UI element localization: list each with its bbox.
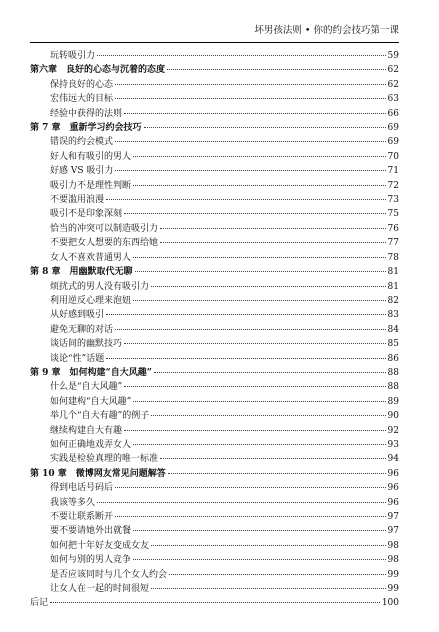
- toc-page-number: 69: [387, 123, 399, 134]
- toc-page-number: 75: [387, 209, 399, 220]
- toc-leader-dots: [124, 430, 386, 431]
- toc-leader-dots: [124, 343, 386, 344]
- toc-page-number: 98: [387, 555, 399, 566]
- toc-page-number: 84: [387, 324, 399, 335]
- toc-page-number: 96: [387, 483, 399, 494]
- toc-leader-dots: [133, 530, 386, 531]
- toc-chapter-row[interactable]: [30, 467, 399, 481]
- toc-section-row[interactable]: [30, 107, 399, 121]
- toc-entry-title: 举几个“自大有趣”的例子: [50, 411, 150, 422]
- toc-section-row[interactable]: [30, 280, 399, 294]
- toc-entry-title: 我该等多久: [50, 497, 96, 508]
- toc-section-row[interactable]: [30, 308, 399, 322]
- toc-page-number: 73: [387, 195, 399, 206]
- toc-section-row[interactable]: [30, 251, 399, 265]
- toc-page-number: 85: [387, 339, 399, 350]
- toc-leader-dots: [154, 372, 386, 373]
- toc-entry-title: 第 9 章 如何构建“自大风趣”: [30, 367, 152, 378]
- toc-section-row[interactable]: [30, 49, 399, 63]
- toc-section-row[interactable]: [30, 539, 399, 553]
- toc-entry-title: 如何与别的男人竞争: [50, 555, 132, 566]
- toc-entry-title: 避免无聊的对话: [50, 324, 114, 335]
- toc-leader-dots: [115, 329, 386, 330]
- toc-leader-dots: [115, 487, 386, 488]
- toc-chapter-row[interactable]: [30, 366, 399, 380]
- toc-leader-dots: [106, 358, 385, 359]
- toc-section-row[interactable]: [30, 179, 399, 193]
- toc-section-row[interactable]: [30, 207, 399, 221]
- toc-leader-dots: [106, 199, 386, 200]
- toc-entry-title: 从好感到吸引: [50, 310, 105, 321]
- toc-entry-title: 如何建构“自大风趣”: [50, 396, 132, 407]
- toc-page-number: 97: [387, 512, 399, 522]
- toc-entry-title: 好人和有吸引的男人: [50, 151, 132, 162]
- toc-leader-dots: [133, 444, 386, 445]
- toc-leader-dots: [115, 170, 385, 171]
- toc-entry-title: 错误的约会模式: [50, 137, 114, 148]
- toc-section-row[interactable]: [30, 193, 399, 207]
- table-of-contents: [30, 49, 399, 611]
- toc-section-row[interactable]: [30, 135, 399, 149]
- toc-section-row[interactable]: [30, 323, 399, 337]
- toc-leader-dots: [168, 473, 386, 474]
- header-title: 坏男孩法则 • 你的约会技巧第一课: [254, 25, 399, 36]
- toc-leader-dots: [124, 386, 385, 387]
- toc-page-number: 93: [387, 439, 399, 450]
- toc-entry-title: 第六章 良好的心态与沉着的态度: [30, 65, 166, 76]
- toc-leader-dots: [133, 401, 385, 402]
- toc-page-number: 97: [387, 526, 399, 537]
- toc-entry-title: 宏伟远大的目标: [50, 94, 114, 105]
- toc-section-row[interactable]: [30, 510, 399, 524]
- toc-section-row[interactable]: [30, 380, 399, 394]
- toc-leader-dots: [133, 300, 386, 301]
- toc-page-number: 62: [387, 65, 399, 76]
- toc-entry-title: 不要滥用浪漫: [50, 195, 105, 206]
- toc-leader-dots: [133, 156, 386, 157]
- toc-entry-title: 好感 VS 吸引力: [50, 166, 114, 177]
- toc-leader-dots: [115, 98, 386, 99]
- toc-leader-dots: [160, 228, 386, 229]
- toc-leader-dots: [151, 588, 386, 589]
- toc-leader-dots: [124, 113, 386, 114]
- toc-entry-title: 继续构建自大有趣: [50, 425, 123, 436]
- toc-leader-dots: [97, 502, 386, 503]
- toc-entry-title: 是否应该同时与几个女人约会: [50, 569, 168, 580]
- toc-section-row[interactable]: [30, 553, 399, 567]
- toc-section-row[interactable]: [30, 150, 399, 164]
- toc-page-number: 70: [387, 151, 399, 162]
- toc-page-number: 59: [387, 51, 399, 61]
- toc-chapter-row[interactable]: [30, 265, 399, 279]
- toc-leader-dots: [115, 84, 386, 85]
- toc-page-number: 99: [387, 569, 399, 580]
- toc-page-number: 88: [387, 367, 399, 378]
- toc-chapter-row[interactable]: [30, 63, 399, 77]
- toc-page-number: 69: [387, 137, 399, 148]
- toc-entry-title: 谈话间的幽默技巧: [50, 339, 123, 350]
- toc-entry-title: 不要让联系断开: [50, 512, 114, 522]
- toc-page-number: 86: [387, 353, 399, 364]
- toc-page-number: 99: [387, 584, 399, 595]
- toc-section-row[interactable]: [30, 395, 399, 409]
- toc-leader-dots: [151, 545, 386, 546]
- toc-entry-title: 第 8 章 用幽默取代无聊: [30, 267, 133, 278]
- toc-section-row[interactable]: [30, 481, 399, 495]
- toc-entry-title: 保持良好的心态: [50, 79, 114, 90]
- toc-page-number: 89: [387, 396, 399, 407]
- toc-leader-dots: [115, 516, 386, 517]
- toc-section-row[interactable]: [30, 409, 399, 423]
- toc-leader-dots: [133, 185, 386, 186]
- toc-leader-dots: [169, 574, 386, 575]
- toc-leader-dots: [133, 257, 386, 258]
- toc-entry-title: 谈论“性”话题: [50, 353, 105, 364]
- toc-entry-title: 烦扰式的男人没有吸引力: [50, 281, 150, 292]
- toc-leader-dots: [144, 127, 386, 128]
- toc-page-number: 76: [387, 223, 399, 234]
- toc-entry-title: 什么是“自大风趣”: [50, 382, 123, 393]
- toc-page-number: 88: [387, 382, 399, 393]
- toc-leader-dots: [160, 458, 386, 459]
- toc-section-row[interactable]: [30, 337, 399, 351]
- toc-page-number: 66: [387, 108, 399, 119]
- toc-section-row[interactable]: [30, 524, 399, 538]
- toc-page-number: 81: [387, 267, 399, 278]
- toc-entry-title: 让女人在一起的时间很短: [50, 584, 150, 595]
- toc-leader-dots: [135, 271, 386, 272]
- toc-page-number: 100: [381, 598, 399, 609]
- toc-section-row[interactable]: [30, 222, 399, 236]
- toc-section-row[interactable]: [30, 424, 399, 438]
- toc-page-number: 98: [387, 540, 399, 551]
- toc-page-number: 81: [387, 281, 399, 292]
- toc-section-row[interactable]: [30, 236, 399, 250]
- toc-page-number: 94: [387, 454, 399, 465]
- toc-leader-dots: [151, 286, 386, 287]
- toc-chapter-row[interactable]: [30, 121, 399, 135]
- toc-entry-title: 第 7 章 重新学习约会技巧: [30, 123, 142, 134]
- toc-page-number: 62: [387, 79, 399, 90]
- toc-entry-title: 利用逆反心理来泡妞: [50, 295, 132, 306]
- toc-page-number: 71: [387, 166, 399, 177]
- toc-leader-dots: [160, 242, 386, 243]
- toc-leader-dots: [167, 69, 386, 70]
- toc-page-number: 96: [387, 497, 399, 508]
- toc-chapter-row[interactable]: [30, 596, 399, 610]
- toc-section-row[interactable]: [30, 438, 399, 452]
- toc-leader-dots: [97, 55, 386, 56]
- page-header: [30, 24, 399, 43]
- toc-entry-title: 玩转吸引力: [50, 51, 96, 61]
- toc-leader-dots: [115, 141, 386, 142]
- toc-entry-title: 女人不喜欢普通男人: [50, 252, 132, 263]
- toc-entry-title: 经验中获得的法则: [50, 108, 123, 119]
- toc-page-number: 90: [387, 411, 399, 422]
- toc-page-number: 63: [387, 94, 399, 105]
- toc-leader-dots: [151, 415, 385, 416]
- toc-entry-title: 恰当的冲突可以制造吸引力: [50, 223, 159, 234]
- toc-entry-title: 后记: [30, 598, 49, 609]
- toc-entry-title: 要不要请她外出就餐: [50, 526, 132, 537]
- toc-leader-dots: [50, 602, 380, 603]
- toc-page-number: 77: [387, 238, 399, 249]
- toc-page-number: 92: [387, 425, 399, 436]
- toc-page-number: 82: [387, 295, 399, 306]
- toc-entry-title: 得到电话号码后: [50, 483, 114, 494]
- toc-entry-title: 吸引力不是理性判断: [50, 180, 132, 191]
- toc-section-row[interactable]: [30, 352, 399, 366]
- toc-entry-title: 不要把女人想要的东西给她: [50, 238, 159, 249]
- toc-section-row[interactable]: [30, 164, 399, 178]
- toc-leader-dots: [133, 559, 386, 560]
- toc-section-row[interactable]: [30, 78, 399, 92]
- toc-leader-dots: [106, 314, 386, 315]
- toc-section-row[interactable]: [30, 294, 399, 308]
- toc-page-number: 78: [387, 252, 399, 263]
- toc-entry-title: 第 10 章 微博网友常见问题解答: [30, 468, 166, 479]
- toc-section-row[interactable]: [30, 582, 399, 596]
- toc-page-number: 96: [387, 468, 399, 479]
- toc-section-row[interactable]: [30, 568, 399, 582]
- toc-entry-title: 如何把十年好友变成女友: [50, 540, 150, 551]
- toc-entry-title: 实践是检验真理的唯一标准: [50, 454, 159, 465]
- toc-section-row[interactable]: [30, 92, 399, 106]
- toc-page-number: 72: [387, 180, 399, 191]
- toc-leader-dots: [124, 213, 386, 214]
- toc-page-number: 83: [387, 310, 399, 321]
- toc-entry-title: 如何正确地戏弄女人: [50, 439, 132, 450]
- toc-section-row[interactable]: [30, 496, 399, 510]
- toc-entry-title: 吸引不是印象深刻: [50, 209, 123, 220]
- toc-section-row[interactable]: [30, 452, 399, 466]
